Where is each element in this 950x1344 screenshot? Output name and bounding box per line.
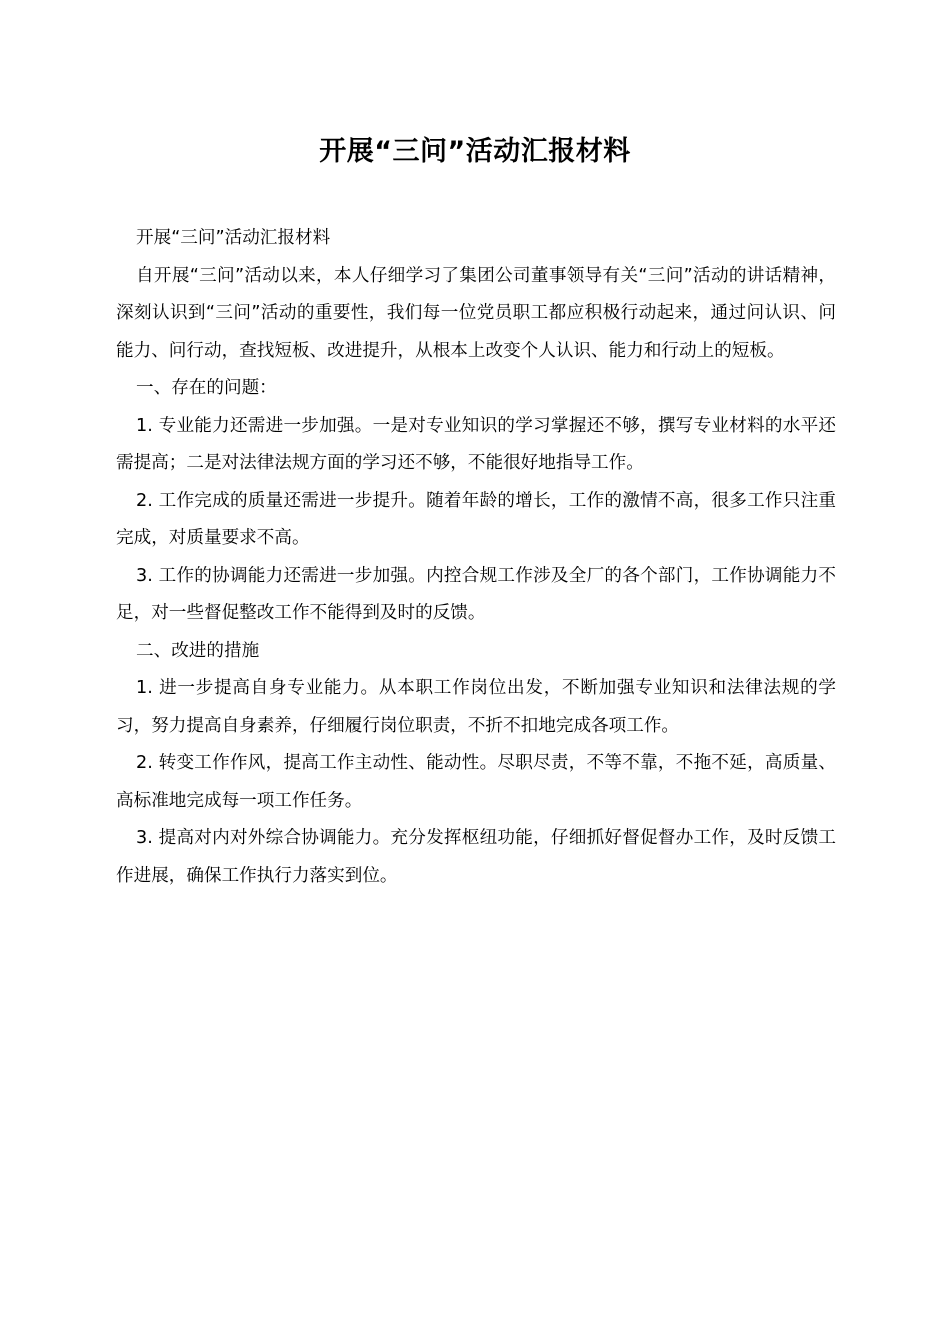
section-heading-measures: 二、改进的措施 (136, 640, 260, 661)
problem-item-1: 1. 专业能力还需进一步加强。一是对专业知识的学习掌握还不够，撰写专业材料的水平还需提高；二是对法律法规方面的学习还不够，不能很好地指导工作。 (116, 415, 836, 473)
problem-item-2: 2. 工作完成的质量还需进一步提升。随着年龄的增长，工作的激情不高，很多工作只注重完成，对质量要求不高。 (116, 490, 836, 548)
paragraph-intro: 自开展“三问”活动以来，本人仔细学习了集团公司董事领导有关“三问”活动的讲话精神，深刻认识到“三问”活动的重要性，我们每一位党员职工都应积极行动起来，通过问认识、问能力、问行动，查找短板、改进提升，从根本上改变个人认识、能力和行动上的短板。 (116, 265, 836, 361)
measure-item-2: 2. 转变工作作风，提高工作主动性、能动性。尽职尽责，不等不靠，不拖不延，高质量、高标准地完成每一项工作任务。 (116, 753, 836, 811)
measure-item-1: 1. 进一步提高自身专业能力。从本职工作岗位出发，不断加强专业知识和法律法规的学习，努力提高自身素养，仔细履行岗位职责，不折不扣地完成各项工作。 (116, 678, 836, 736)
measure-item-3: 3. 提高对内对外综合协调能力。充分发挥枢纽功能，仔细抓好督促督办工作，及时反馈工作进展，确保工作执行力落实到位。 (116, 828, 836, 886)
document-body (116, 220, 836, 895)
section-heading-problems: 一、存在的问题： (136, 378, 277, 398)
paragraph-subtitle: 开展“三问”活动汇报材料 (136, 228, 331, 248)
document-title: 开展“三问”活动汇报材料 (319, 136, 631, 167)
problem-item-3: 3. 工作的协调能力还需进一步加强。内控合规工作涉及全厂的各个部门，工作协调能力不足，对一些督促整改工作不能得到及时的反馈。 (116, 565, 836, 623)
